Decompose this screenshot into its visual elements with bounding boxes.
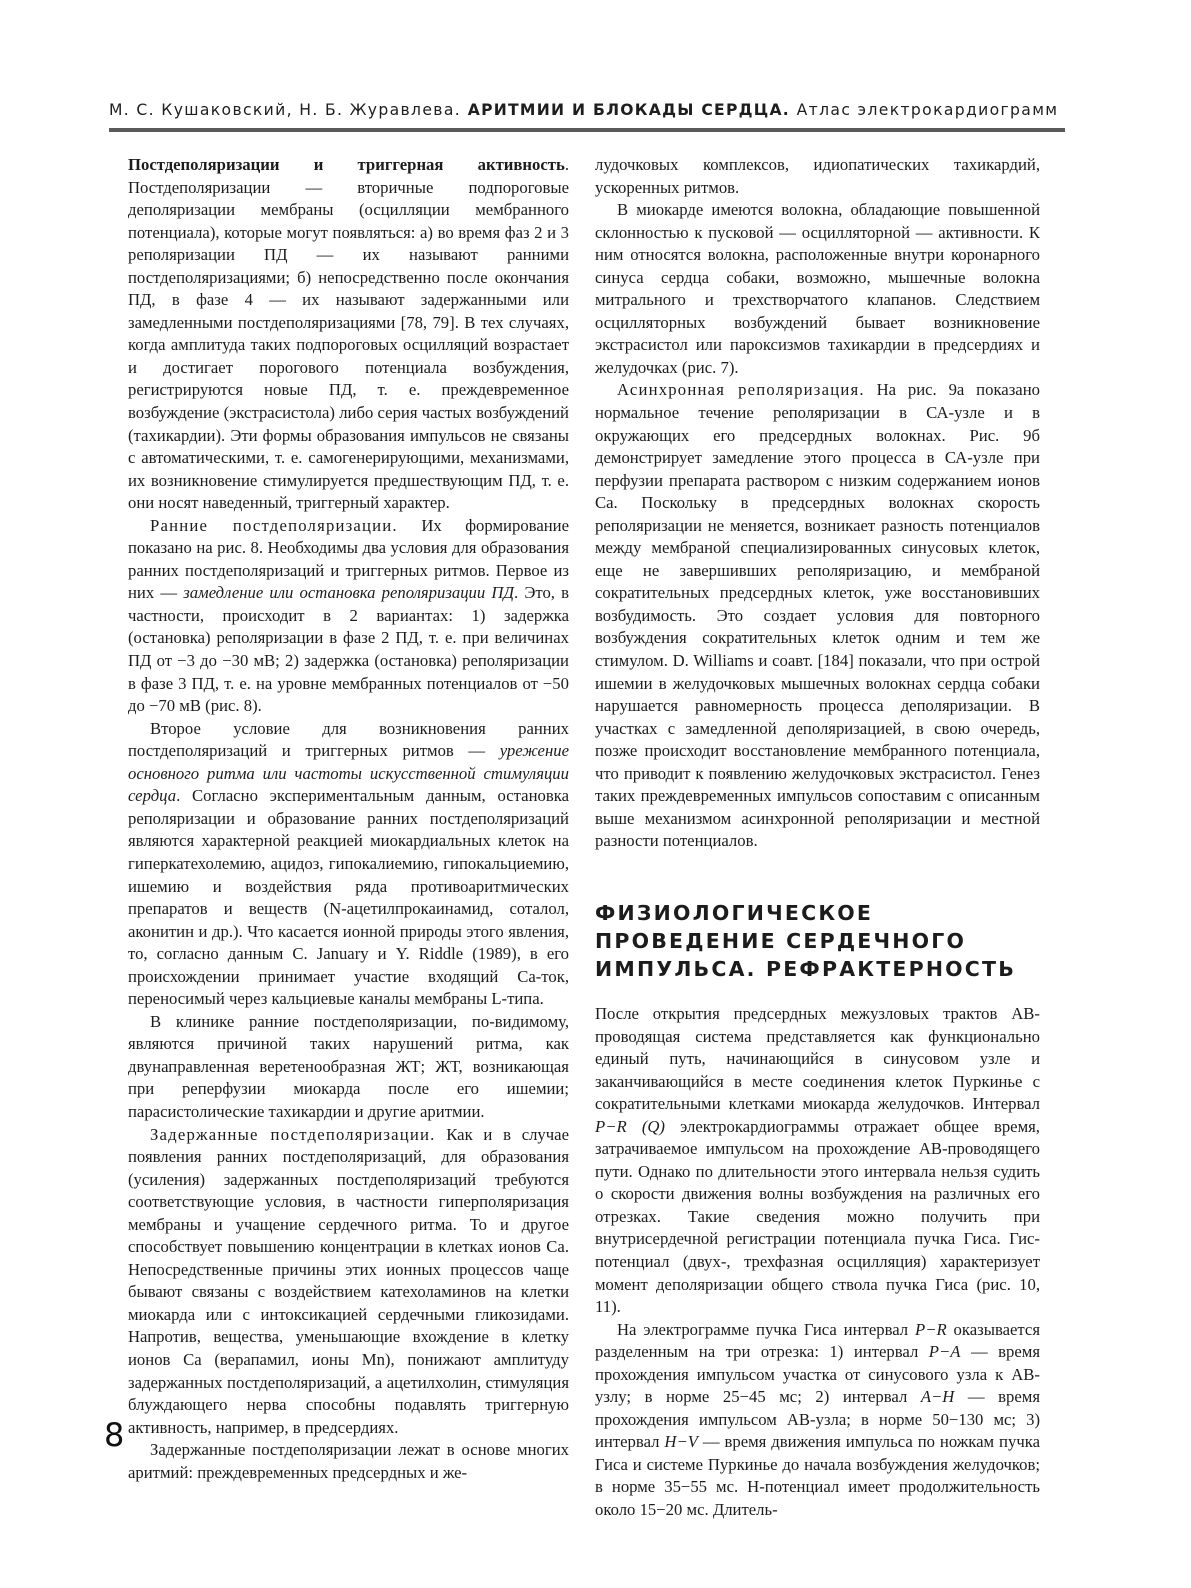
paragraph [128, 1124, 569, 1440]
paragraph [595, 1319, 1040, 1522]
header-title: АРИТМИИ И БЛОКАДЫ СЕРДЦА. [467, 101, 790, 119]
header-authors: М. С. Кушаковский, Н. Б. Журавлева. [109, 101, 462, 119]
paragraph-text: . Постдеполяризации — вторичные подпороговые деполяризации мембраны (осцилляции мембранного потенциала), которые могут появляться: а) во время фаз 2 и 3 реполяризации ПД — их называют ранними постдеполяризациями; б) непосредственно после окончания ПД, в фазе 4 — их называют задержанными или замедленными постдеполяризациями [78, 79]. В тех случаях, когда амплитуда таких подпороговых осцилляций возрастает и достигает порогового потенциала возбуждения, регистрируются новые ПД, т. е. преждевременное возбуждение (экстрасистола) либо серия частых возбуждений (тахикардии). Эти формы образования импульсов не связаны с автоматическими, т. е. самогенерирующими, механизмами, их возникновение стимулируется предшествующим ПД, т. е. они носят наведенный, триггерный характер. [128, 155, 569, 513]
header-rule [109, 128, 1065, 132]
paragraph-text: . Согласно экспериментальным данным, остановка реполяризации и образование ранних постдеполяризаций являются характерной реакцией миокардиальных клеток на гиперкатехолемию, ацидоз, гипокалиемию, гипокальциемию, ишемию и воздействия ряда противоаритмических препаратов и веществ (N-ацетилпрокаинамид, соталол, аконитин и др.). Что касается ионной природы этого явления, то, согласно данным C. January и Y. Riddle (1989), в его происхождении принимает участие входящий Са-ток, переносимый через кальциевые каналы мембраны L-типа. [128, 786, 569, 1009]
paragraph-heading: Асинхронная реполяризация. [617, 380, 865, 400]
paragraph [595, 1003, 1040, 1319]
paragraph-text: Второе условие для возникновения ранних постдеполяризаций и триггерных ритмов — [128, 718, 569, 761]
paragraph: лудочковых комплексов, идиопатических тахикардий, ускоренных ритмов. [595, 155, 1040, 197]
paragraph-text: — время прохождения импульсом участка от синусового узла к АВ-узлу; в норме 25−45 мс; 2) интервал [595, 1342, 1040, 1407]
running-head [109, 95, 1065, 125]
emphasis-text: A−H [920, 1387, 955, 1407]
paragraph-text: На рис. 9а показано нормальное течение реполяризации в СА-узле и в окружающих его предсердных волокнах. Рис. 9б демонстрирует замедление этого процесса в СА-узле при перфузии препарата раствором с низким содержанием ионов Са. Поскольку в предсердных волокнах скорость реполяризации не меняется, возникает разность потенциалов между мембраной специализированных синусовых клеток, еще не завершивших реполяризацию, и мембраной сократительных предсердных клеток, уже восстановивших возбудимость. Это создает условия для повторного возбуждения сократительных клеток одним и тем же стимулом. D. Williams и соавт. [184] показали, что при острой ишемии в желудочковых мышечных волокнах сердца собаки нарушается равномерность процесса деполяризации. В участках с замедленной деполяризацией, в свою очередь, позже происходит восстановление мембранного потенциала, что приводит к появлению желудочковых экстрасистол. Генез таких преждевременных импульсов сопоставим с описанным выше механизмом асинхронной реполяризации и местной разности потенциалов. [595, 380, 1040, 851]
left-column [128, 154, 569, 1484]
paragraph-heading: Постдеполяризации и триггерная активность [128, 155, 565, 174]
header-subtitle: Атлас электрокардиограмм [796, 101, 1059, 119]
paragraph-text: — время прохождения импульсом АВ-узла; в норме 50−130 мс; 3) интервал [595, 1387, 1040, 1452]
paragraph-text: электрокардиограммы отражает общее время, затрачиваемое импульсом на прохождение АВ-проводящего пути. Однако по длительности этого интервала нельзя судить о скорости движения волны возбуждения на различных его отрезках. Такие сведения можно получить при внутрисердечной регистрации потенциала пучка Гиса. Гис-потенциал (двух-, трехфазная осцилляция) характеризует момент деполяризации общего ствола пучка Гиса (рис. 10, 11). [595, 1116, 1040, 1317]
paragraph: В клинике ранние постдеполяризации, по-видимому, являются причиной таких нарушений ритма, как двунаправленная веретенообразная ЖТ; ЖТ, возникающая при реперфузии миокарда после его ишемии; парасистолические тахикардии и другие аритмии. [128, 1011, 569, 1121]
emphasis-text: замедление или остановка реполяризации ПД [183, 583, 515, 603]
paragraph-text: оказывается разделенным на три отрезка: 1) интервал [595, 1319, 1040, 1362]
emphasis-text: P−R [915, 1319, 947, 1339]
paragraph-text: Как и в случае появления ранних постдеполяризаций, для образования (усиления) задержанных постдеполяризаций требуются соответствующие условия, в частности гиперполяризация мембраны и учащение сердечного ритма. То и другое способствует повышению концентрации в клетках ионов Са. Непосредственные причины этих ионных процессов чаще бывают связаны с воздействием катехоламинов на клетки миокарда или с интоксикацией сердечными гликозидами. Напротив, вещества, уменьшающие вхождение в клетку ионов Са (верапамил, ионы Mn), понижают амплитуду задержанных постдеполяризаций, а ацетилхолин, стимуляция блуждающего нерва способны подавлять триггерную активность, например, в предсердиях. [128, 1124, 569, 1437]
right-column [595, 154, 1040, 1522]
paragraph [128, 154, 569, 515]
paragraph-text: . Это, в частности, происходит в 2 вариантах: 1) задержка (остановка) реполяризации в фазе 2 ПД, т. е. при величинах ПД от −3 до −30 мВ; 2) задержка (остановка) реполяризации в фазе 3 ПД, т. е. на уровне мембранных потенциалов от −50 до −70 мВ (рис. 8). [128, 583, 569, 716]
emphasis-text: P−A [928, 1342, 961, 1362]
paragraph-text: — время движения импульса по ножкам пучка Гиса и системе Пуркинье до начала возбуждения желудочков; в норме 35−55 мс. Н-потенциал имеет продолжительность около 15−20 мс. Длитель- [595, 1432, 1040, 1519]
emphasis-text: H−V [664, 1432, 698, 1452]
section-title: ФИЗИОЛОГИЧЕСКОЕ ПРОВЕДЕНИЕ СЕРДЕЧНОГО ИМПУЛЬСА. РЕФРАКТЕРНОСТЬ [595, 900, 1017, 981]
paragraph [128, 515, 569, 718]
emphasis-text: P−R (Q) [595, 1116, 665, 1136]
paragraph-text: Их формирование показано на рис. 8. Необходимы два условия для образования ранних постдеполяризаций и триггерных ритмов. Первое из них — [128, 515, 569, 603]
paragraph-heading: Ранние постдеполяризации. [150, 515, 398, 535]
paragraph: В миокарде имеются волокна, обладающие повышенной склонностью к пусковой — осцилляторной — активности. К ним относятся волокна, расположенные внутри коронарного синуса сердца собаки, возможно, мышечные волокна митрального и трехстворчатого клапанов. Следствием осцилляторных возбуждений бывает возникновение экстрасистол или пароксизмов тахикардии в предсердиях и желудочках (рис. 7). [595, 200, 1040, 377]
paragraph: Задержанные постдеполяризации лежат в основе многих аритмий: преждевременных предсердных и же- [128, 1440, 569, 1482]
paragraph-text: После открытия предсердных межузловых трактов АВ-проводящая система представляется как функционально единый путь, начинающийся в синусовом узле и заканчивающийся в месте соединения клеток Пуркинье с сократительными клетками миокарда желудочков. Интервал [595, 1003, 1040, 1114]
page-number: 8 [104, 1416, 125, 1454]
paragraph-heading: Задержанные постдеполяризации. [150, 1124, 436, 1144]
paragraph-text: На электрограмме пучка Гиса интервал [617, 1319, 915, 1339]
paragraph [128, 718, 569, 1011]
paragraph [595, 379, 1040, 852]
emphasis-text: урежение основного ритма или частоты искусственной стимуляции сердца [128, 741, 569, 806]
